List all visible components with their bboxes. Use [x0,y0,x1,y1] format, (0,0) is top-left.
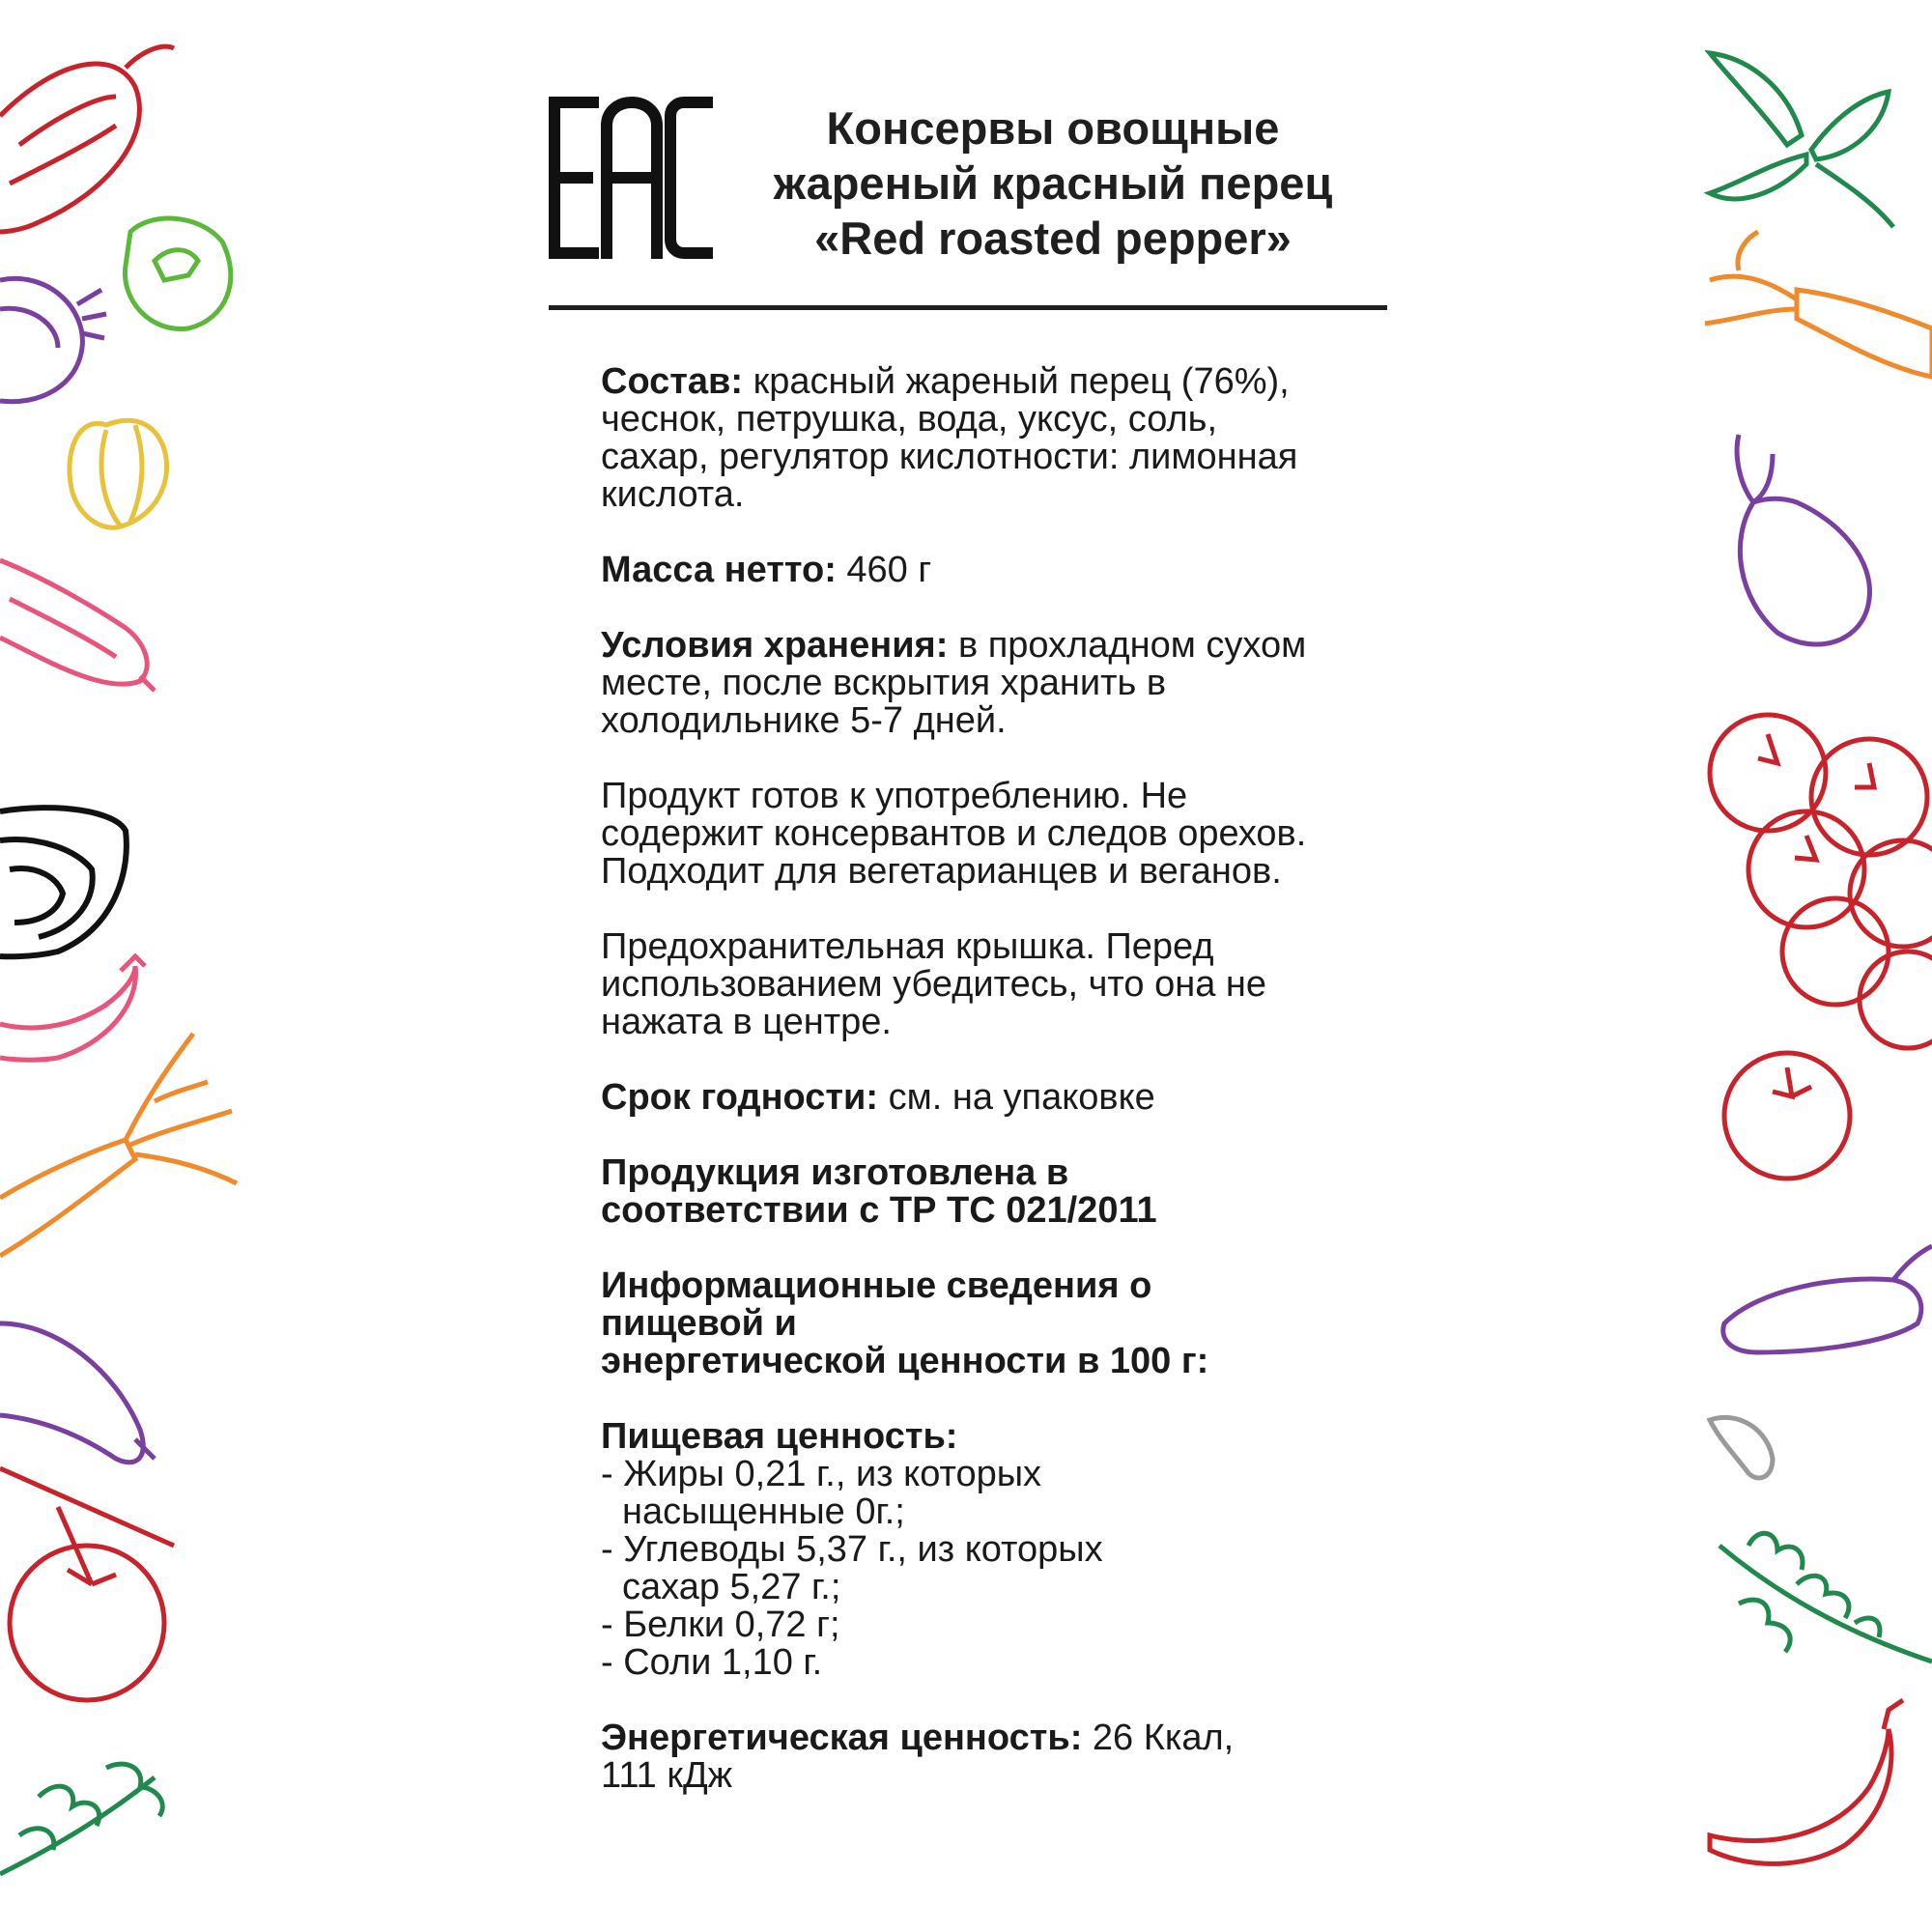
nutrition-line: - Белки 0,72 г; [601,1605,840,1645]
net-weight-label: Масса нетто: [601,550,837,590]
eggplant-icon [1737,435,1869,644]
product-title [734,100,1372,266]
standard-line: Продукция изготовлена в [601,1152,1069,1193]
composition-label: Состав: [601,361,744,402]
net-weight-value: 460 г [836,550,932,590]
nutrition-line: - Соли 1,10 г. [601,1642,823,1683]
shelf-life-label: Срок годности: [601,1077,879,1118]
energy-kj: 111 кДж [601,1755,733,1796]
carrot-icon [1705,232,1932,377]
composition [601,363,1335,514]
eggplant-icon [0,1323,155,1463]
eac-logo [549,97,713,259]
info-line: энергетической ценности в 100 г: [601,1341,1209,1381]
nutrition-line: сахар 5,27 г.; [622,1567,841,1607]
lid-note: Предохранительная крышка. Перед использованием убедитесь, что она не нажата в центре. [601,926,1267,1042]
title-divider [549,305,1387,310]
pink-pepper-icon [0,560,155,691]
carrot-icon [0,1034,237,1256]
title-line: Консервы овощные [826,102,1280,154]
red-pepper-icon [0,46,174,232]
nutrition-info-heading [601,1267,1335,1380]
nutrition-line: - Жиры 0,21 г., из которых [601,1454,1042,1494]
black-onion-icon [0,808,127,956]
nutrition-line: насыщенные 0г.; [622,1492,905,1532]
chili-icon [1710,1700,1903,1863]
onion-icon [0,278,106,401]
ready-note: Продукт готов к употреблению. Не содержит консервантов и следов орехов. Подходит для вегетарианцев и веганов. [601,776,1307,892]
info-line: Информационные сведения о [601,1265,1152,1306]
composition-text: красный жареный перец (76%), чеснок, петрушка, вода, уксус, соль, сахар, регулятор кислотности: лимонная кислота. [601,361,1298,515]
shelf-life-text: см. на упаковке [878,1077,1155,1118]
shelf-life [601,1079,1335,1117]
herbs-icon [1719,1533,1932,1662]
energy-kcal: 26 Ккал, [1082,1718,1235,1758]
standard-compliance [601,1154,1335,1230]
cherry-tomatoes-icon [1710,715,1932,1048]
basil-icon [1710,53,1893,227]
green-pepper-icon [125,218,230,328]
parsley-icon [0,1764,162,1874]
left-vegetable-illustrations [0,0,251,1932]
storage-text: в прохладном сухом месте, после вскрытия хранить в холодильнике 5-7 дней. [601,625,1307,741]
nutrition-label: Пищевая ценность: [601,1416,958,1457]
right-vegetable-illustrations [1681,0,1932,1932]
title-line: жареный красный перец [773,157,1333,209]
nutrition-values [601,1418,1335,1682]
storage-conditions [601,627,1335,740]
energy-value [601,1719,1335,1795]
eggplant-icon [1723,1246,1932,1352]
energy-label: Энергетическая ценность: [601,1718,1083,1758]
standard-line: соответствии с ТР ТС 021/2011 [601,1190,1157,1231]
garlic-clove-icon [1710,1417,1773,1478]
chili-icon [0,956,145,1060]
net-weight [601,552,1335,589]
garlic-icon [70,420,167,527]
info-line: пищевой и [601,1303,797,1344]
label-content [601,363,1335,1833]
tomato-icon [1724,1053,1850,1179]
eac-mark-icon [549,97,713,259]
title-line: «Red roasted pepper» [814,213,1292,264]
storage-label: Условия хранения: [601,625,949,666]
nutrition-line: - Углеводы 5,37 г., из которых [601,1529,1103,1570]
tomato-icon [0,1468,174,1700]
